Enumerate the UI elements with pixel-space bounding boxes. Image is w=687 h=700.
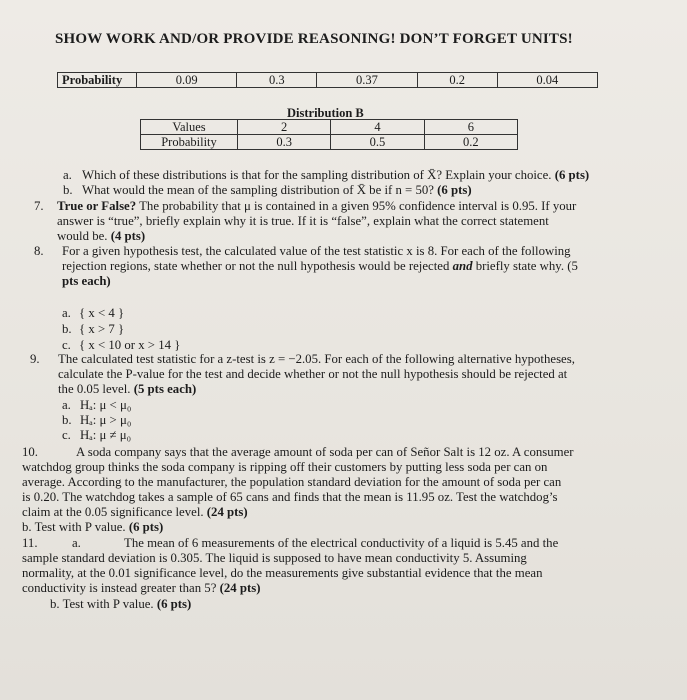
page-header: SHOW WORK AND/OR PROVIDE REASONING! DON’T FORGET UNITS! [55, 31, 573, 47]
question-8-line: rejection regions, state whether or not the null hypothesis would be rejected and briefly state why. (5 [62, 259, 578, 273]
question-9a: Hₐ: μ < μ₀ [80, 398, 132, 412]
question-8c: { x < 10 or x > 14 } [79, 338, 181, 352]
table-cell: Values [141, 120, 238, 135]
question-9a-number: a. [62, 398, 71, 412]
table-cell: 0.3 [238, 135, 331, 150]
question-8-number: 8. [34, 244, 44, 258]
question-8b-number: b. [62, 322, 72, 336]
question-11-line: conductivity is instead greater than 5? (24 pts) [22, 581, 261, 595]
question-9-line: the 0.05 level. (5 pts each) [58, 382, 197, 396]
question-11-line: sample standard deviation is 0.305. The liquid is supposed to have mean conductivity 5. Assuming [22, 551, 527, 565]
table-cell: 6 [424, 120, 517, 135]
question-10-line: claim at the 0.05 significance level. (24 pts) [22, 505, 248, 519]
question-8a: { x < 4 } [79, 306, 125, 320]
question-10-line: A soda company says that the average amount of soda per can of Señor Salt is 12 oz. A consumer [76, 445, 574, 459]
table-cell: 2 [238, 120, 331, 135]
table-cell: 0.37 [317, 73, 417, 88]
table-row [141, 120, 518, 135]
question-10b: b. Test with P value. (6 pts) [22, 520, 164, 534]
question-9c-number: c. [62, 428, 71, 442]
question-a: Which of these distributions is that for the sampling distribution of X̄? Explain your choice. (6 pts) [82, 168, 590, 182]
table-cell: 0.3 [237, 73, 317, 88]
question-11a-number: a. [72, 536, 81, 550]
question-7-line: True or False? The probability that μ is contained in a given 95% confidence interval is 0.95. If your [57, 199, 577, 213]
question-11-number: 11. [22, 536, 38, 550]
question-a-number: a. [63, 168, 72, 182]
question-7-line: answer is “true”, briefly explain why it is true. If it is “false”, explain what the correct statement [57, 214, 549, 228]
question-11b: b. Test with P value. (6 pts) [50, 597, 192, 611]
question-9-line: The calculated test statistic for a z-test is z = −2.05. For each of the following alternative hypotheses, [58, 352, 575, 366]
distribution-b-title: Distribution B [287, 106, 364, 120]
table-cell: 0.04 [497, 73, 597, 88]
question-10-line: average. According to the manufacturer, the population standard deviation for the amount of soda per can [22, 475, 562, 489]
question-8-line: For a given hypothesis test, the calculated value of the test statistic x is 8. For each of the following [62, 244, 571, 258]
question-10-line: is 0.20. The watchdog takes a sample of 65 cans and finds that the mean is 11.95 oz. Test the watchdog’s [22, 490, 558, 504]
question-8a-number: a. [62, 306, 71, 320]
table-row [58, 73, 598, 88]
table-cell: Probability [58, 73, 137, 88]
table-cell: 0.5 [331, 135, 424, 150]
question-10-line: watchdog group thinks the soda company is ripping off their customers by putting less soda per can on [22, 460, 548, 474]
question-11-line: normality, at the 0.01 significance level, do the measurements give substantial evidence that the mean [22, 566, 543, 580]
table-cell: 4 [331, 120, 424, 135]
question-8c-number: c. [62, 338, 71, 352]
question-10-number: 10. [22, 445, 38, 459]
question-9-number: 9. [30, 352, 40, 366]
question-9b-number: b. [62, 413, 72, 427]
question-b-number: b. [63, 183, 73, 197]
question-7-line: would be. (4 pts) [57, 229, 146, 243]
question-b: What would the mean of the sampling distribution of X̄ be if n = 50? (6 pts) [82, 183, 472, 197]
question-7-number: 7. [34, 199, 44, 213]
table-cell: 0.2 [424, 135, 517, 150]
distribution-b-table [140, 119, 518, 150]
table-cell: 0.09 [137, 73, 237, 88]
question-9-line: calculate the P-value for the test and decide whether or not the null hypothesis should be rejected at [58, 367, 568, 381]
table-row [141, 135, 518, 150]
question-11-line: The mean of 6 measurements of the electrical conductivity of a liquid is 5.45 and the [124, 536, 559, 550]
question-8b: { x > 7 } [79, 322, 125, 336]
distribution-a-table [57, 72, 598, 88]
table-cell: 0.2 [417, 73, 497, 88]
question-8-line: pts each) [62, 274, 111, 288]
question-9b: Hₐ: μ > μ₀ [80, 413, 132, 427]
table-cell: Probability [141, 135, 238, 150]
question-9c: Hₐ: μ ≠ μ₀ [80, 428, 132, 442]
